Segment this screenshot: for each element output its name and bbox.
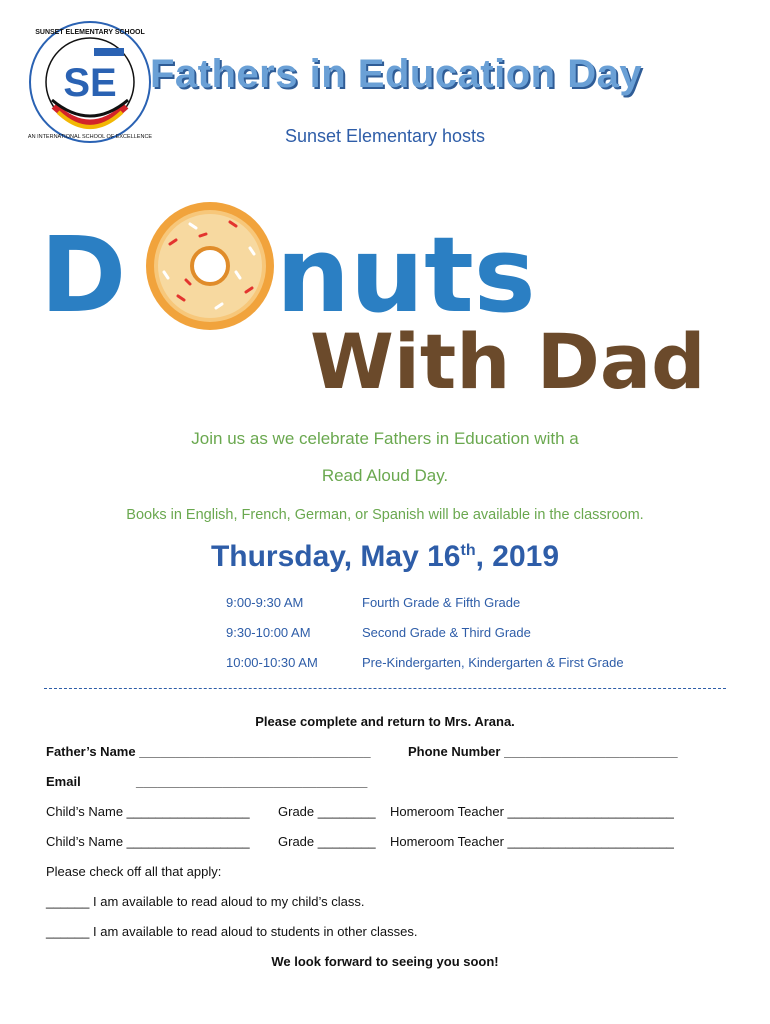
divider (44, 688, 726, 689)
option-own-class[interactable]: ______ I am available to read aloud to my child’s class. (46, 894, 365, 909)
page-title: Fathers in Education Day (150, 52, 643, 96)
check-all-instruction: Please check off all that apply: (46, 864, 222, 879)
books-note: Books in English, French, German, or Spanish will be available in the classroom. (126, 507, 644, 523)
schedule-time: 9:00-9:30 AM (226, 595, 304, 610)
schedule-time: 10:00-10:30 AM (226, 655, 318, 670)
grade-field[interactable]: Grade ________ (278, 804, 376, 819)
phone-field[interactable]: Phone Number ________________________ (408, 744, 678, 759)
logo-initials: SE (63, 61, 117, 105)
donuts-with-dad-banner (40, 196, 730, 411)
banner-nuts: nuts (276, 214, 536, 336)
schedule-grades: Fourth Grade & Fifth Grade (362, 595, 521, 610)
schedule-grades: Second Grade & Third Grade (362, 625, 531, 640)
grade-field[interactable]: Grade ________ (278, 834, 376, 849)
schedule-grades: Pre-Kindergarten, Kindergarten & First Grade (362, 655, 624, 670)
fathers-name-field[interactable]: Father’s Name ________________________________ (46, 744, 371, 759)
child-name-field[interactable]: Child’s Name _________________ (46, 834, 250, 849)
email-label: Email (46, 774, 81, 789)
option-other-classes[interactable]: ______ I am available to read aloud to students in other classes. (46, 924, 418, 939)
homeroom-teacher-field[interactable]: Homeroom Teacher _______________________ (390, 834, 674, 849)
schedule-time: 9:30-10:00 AM (226, 625, 311, 640)
homeroom-teacher-field[interactable]: Homeroom Teacher _______________________ (390, 804, 674, 819)
banner-with-dad: With Dad (310, 317, 706, 406)
page-subtitle: Sunset Elementary hosts (284, 126, 486, 146)
invite-line-2: Read Aloud Day. (321, 466, 449, 485)
logo-ring-bottom: AN INTERNATIONAL SCHOOL OF EXCELLENCE (27, 134, 153, 140)
form-instruction: Please complete and return to Mrs. Arana. (255, 714, 515, 729)
donut-icon (146, 202, 274, 330)
banner-d: D (40, 214, 127, 336)
child-name-field[interactable]: Child’s Name _________________ (46, 804, 250, 819)
logo-ring-top: SUNSET ELEMENTARY SCHOOL (35, 29, 145, 36)
email-field[interactable]: ________________________________ (136, 774, 368, 789)
closing-line: We look forward to seeing you soon! (271, 954, 499, 969)
invite-line-1: Join us as we celebrate Fathers in Education with a (191, 429, 579, 448)
event-date: Thursday, May 16th, 2019 (210, 540, 560, 573)
